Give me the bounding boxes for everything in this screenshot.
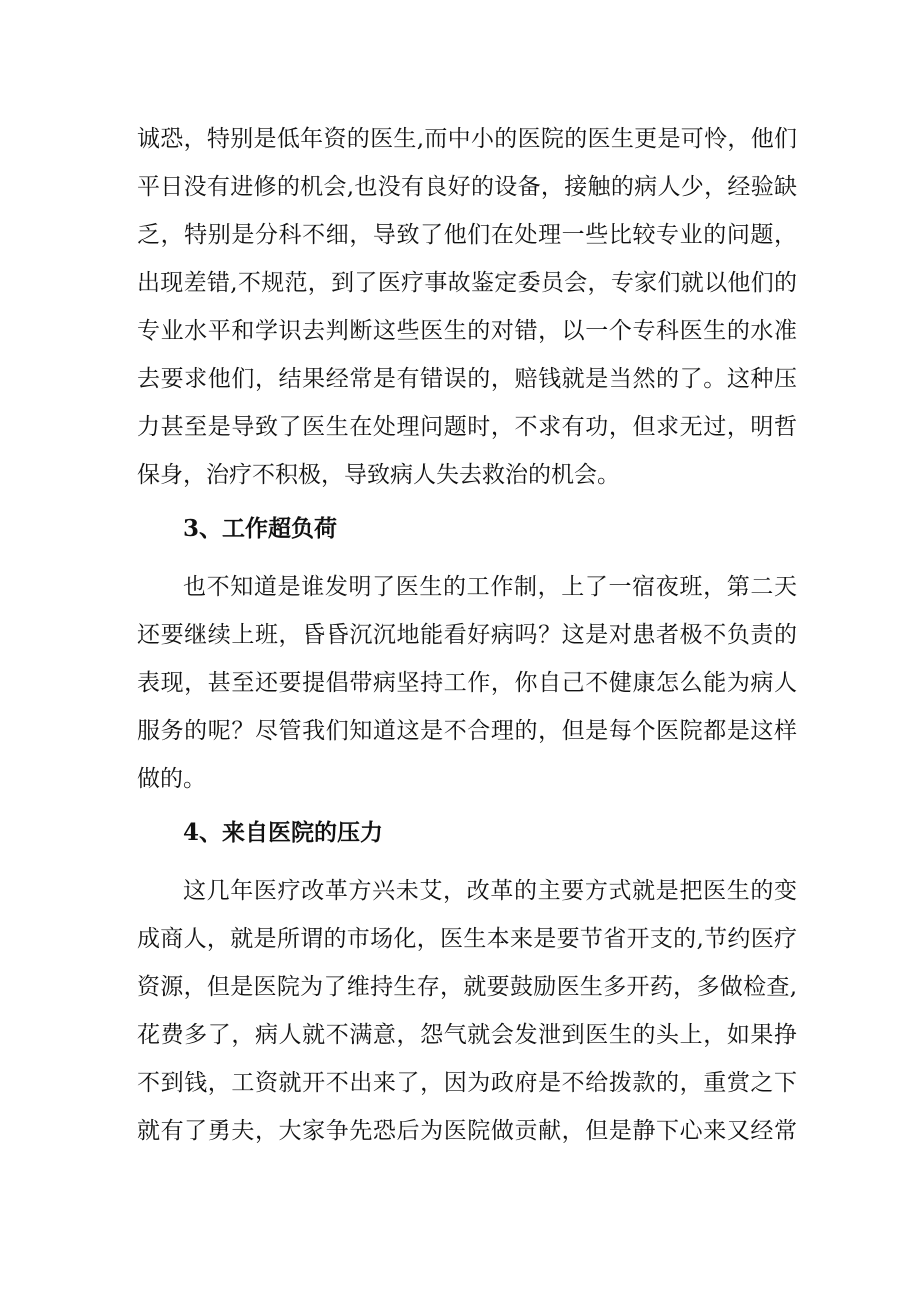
- text-line: 也不知道是谁发明了医生的工作制，上了一宿夜班，第二天: [183, 574, 797, 600]
- text-line: 做的。: [137, 766, 206, 792]
- text-line: 保身，治疗不积极，导致病人失去救治的机会。: [137, 462, 620, 488]
- section-heading-3: 3、工作超负荷: [183, 515, 338, 542]
- text-line: 这几年医疗改革方兴未艾，改革的主要方式就是把医生的变: [183, 878, 797, 904]
- text-line: 还要继续上班，昏昏沉沉地能看好病吗？这是对患者极不负责的: [137, 622, 797, 648]
- text-line: 去要求他们，结果经常是有错误的，赔钱就是当然的了。这种压: [137, 366, 797, 392]
- text-line: 出现差错,不规范，到了医疗事故鉴定委员会，专家们就以他们的: [137, 270, 797, 296]
- text-line: 表现，甚至还要提倡带病坚持工作，你自己不健康怎么能为病人: [137, 670, 797, 696]
- text-line: 花费多了，病人就不满意，怨气就会发泄到医生的头上，如果挣: [137, 1022, 797, 1048]
- section-heading-4: 4、来自医院的压力: [183, 819, 384, 846]
- text-line: 不到钱，工资就开不出来了，因为政府是不给拨款的，重赏之下: [137, 1070, 797, 1096]
- text-line: 就有了勇夫，大家争先恐后为医院做贡献，但是静下心来又经常: [137, 1118, 797, 1144]
- text-line: 资源，但是医院为了维持生存，就要鼓励医生多开药，多做检查,: [137, 974, 797, 1000]
- text-line: 服务的呢？尽管我们知道这是不合理的，但是每个医院都是这样: [137, 718, 797, 744]
- text-line: 专业水平和学识去判断这些医生的对错，以一个专科医生的水准: [137, 318, 797, 344]
- text-line: 乏，特别是分科不细，导致了他们在处理一些比较专业的问题，: [137, 222, 797, 248]
- text-line: 平日没有进修的机会,也没有良好的设备，接触的病人少，经验缺: [137, 174, 797, 200]
- text-line: 力甚至是导致了医生在处理问题时，不求有功，但求无过，明哲: [137, 414, 797, 440]
- text-line: 诚恐，特别是低年资的医生,而中小的医院的医生更是可怜，他们: [137, 126, 797, 152]
- text-line: 成商人，就是所谓的市场化，医生本来是要节省开支的,节约医疗: [137, 926, 797, 952]
